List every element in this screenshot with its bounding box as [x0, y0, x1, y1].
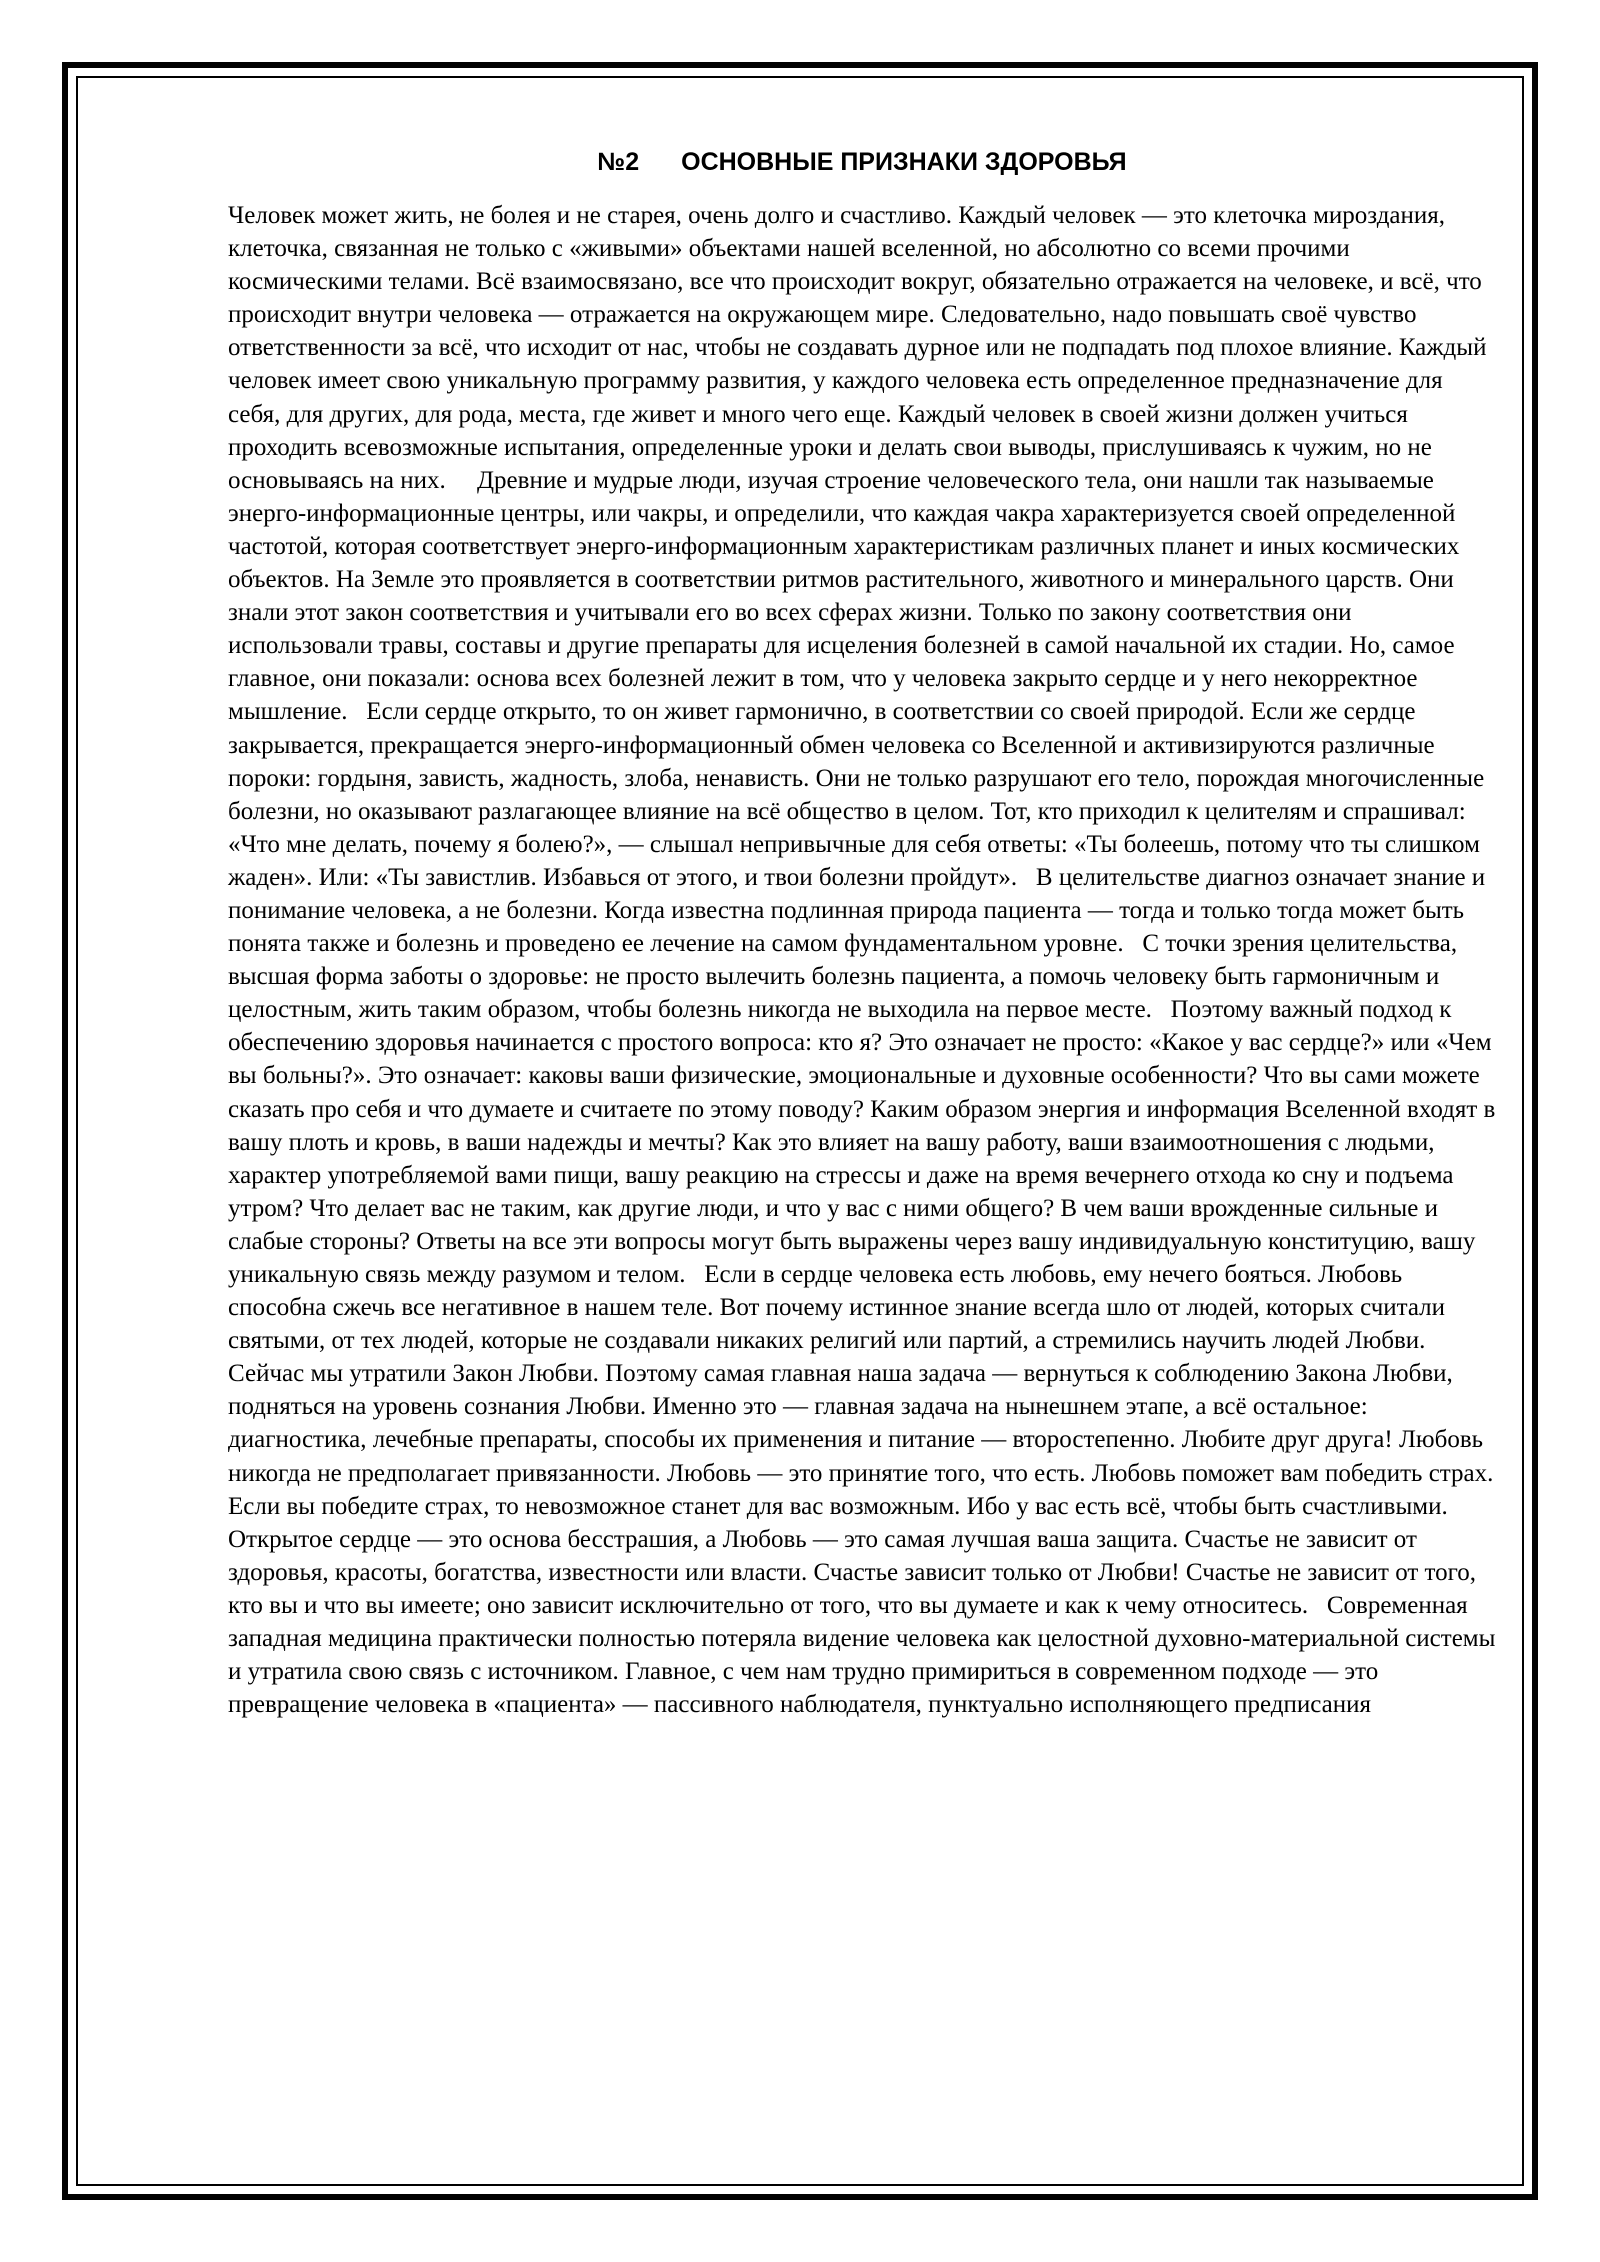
- document-body: Человек может жить, не болея и не старея, очень долго и счастливо. Каждый человек — это клеточка мироздания, клеточка, связанная не только с «живыми» объектами нашей вселенной, но абсолютно со всеми прочими космическими телами. Всё взаимосвязано, все что происходит вокруг, обязательно отражается на человеке, и всё, что происходит внутри человека — отражается на окружающем мире. Следовательно, надо повышать своё чувство ответственности за всё, что исходит от нас, чтобы не создавать дурное или не подпадать под плохое влияние. Каждый человек имеет свою уникальную программу развития, у каждого человека есть определенное предназначение для себя, для других, для рода, места, где живет и много чего еще. Каждый человек в своей жизни должен учиться проходить всевозможные испытания, определенные уроки и делать свои выводы, прислушиваясь к чужим, но не основываясь на них. Древние и мудрые люди, изучая строение человеческого тела, они нашли так называемые энерго-информационные центры, или чакры, и определили, что каждая чакра характеризуется своей определенной частотой, которая соответствует энерго-информационным характеристикам различных планет и иных космических объектов. На Земле это проявляется в соответствии ритмов растительного, животного и минерального царств. Они знали этот закон соответствия и учитывали его во всех сферах жизни. Только по закону соответствия они использовали травы, составы и другие препараты для исцеления болезней в самой начальной их стадии. Но, самое главное, они показали: основа всех болезней лежит в том, что у человека закрыто сердце и у него некорректное мышление. Если сердце открыто, то он живет гармонично, в соответствии со своей природой. Если же сердце закрывается, прекращается энерго-информационный обмен человека со Вселенной и активизируются различные пороки: гордыня, зависть, жадность, злоба, ненависть. Они не только разрушают его тело, порождая многочисленные болезни, но оказывают разлагающее влияние на всё общество в целом. Тот, кто приходил к целителям и спрашивал: «Что мне делать, почему я болею?», — слышал непривычные для себя ответы: «Ты болеешь, потому что ты слишком жаден». Или: «Ты завистлив. Избавься от этого, и твои болезни пройдут». В целительстве диагноз означает знание и понимание человека, а не болезни. Когда известна подлинная природа пациента — тогда и только тогда может быть понята также и болезнь и проведено ее лечение на самом фундаментальном уровне. С точки зрения целительства, высшая форма заботы о здоровье: не просто вылечить болезнь пациента, а помочь человеку быть гармоничным и целостным, жить таким образом, чтобы болезнь никогда не выходила на первое месте. Поэтому важный подход к обеспечению здоровья начинается с простого вопроса: кто я? Это означает не просто: «Какое у вас сердце?» или «Чем вы больны?». Это означает: каковы ваши физические, эмоциональные и духовные особенности? Что вы сами можете сказать про себя и что думаете и считаете по этому поводу? Каким образом энергия и информация Вселенной входят в вашу плоть и кровь, в ваши надежды и мечты? Как это влияет на вашу работу, ваши взаимоотношения с людьми, характер употребляемой вами пищи, вашу реакцию на стрессы и даже на время вечернего отхода ко сну и подъема утром? Что делает вас не таким, как другие люди, и что у вас с ними общего? В чем ваши врожденные сильные и слабые стороны? Ответы на все эти вопросы могут быть выражены через вашу индивидуальную конституцию, вашу уникальную связь между разумом и телом. Если в сердце человека есть любовь, ему нечего бояться. Любовь способна сжечь все негативное в нашем теле. Вот почему истинное знание всегда шло от людей, которых считали святыми, от тех людей, которые не создавали никаких религий или партий, а стремились научить людей Любви. Сейчас мы утратили Закон Любви. Поэтому самая главная наша задача — вернуться к соблюдению Закона Любви, подняться на уровень сознания Любви. Именно это — главная задача на нынешнем этапе, а всё остальное: диагностика, лечебные препараты, способы их применения и питание — второстепенно. Любите друг друга! Любовь никогда не предполагает привязанности. Любовь — это принятие того, что есть. Любовь поможет вам победить страх. Если вы победите страх, то невозможное станет для вас возможным. Ибо у вас есть всё, чтобы быть счастливыми. Открытое сердце — это основа бесстрашия, а Любовь — это самая лучшая ваша защита. Счастье не зависит от здоровья, красоты, богатства, известности или власти. Счастье зависит только от Любви! Счастье не зависит от того, кто вы и что вы имеете; оно зависит исключительно от того, что вы думаете и как к чему относитесь. Современная западная медицина практически полностью потеряла видение человека как целостной духовно-материальной системы и утратила свою связь с источником. Главное, с чем нам трудно примириться в современном подходе — это превращение человека в «пациента» — пассивного наблюдателя, пунктуально исполняющего предписания: [228, 202, 1502, 1719]
- document-number: №2: [597, 148, 640, 176]
- document-page: [228, 148, 1502, 1721]
- document-heading: [228, 148, 1496, 177]
- document-title: ОСНОВНЫЕ ПРИЗНАКИ ЗДОРОВЬЯ: [681, 148, 1127, 176]
